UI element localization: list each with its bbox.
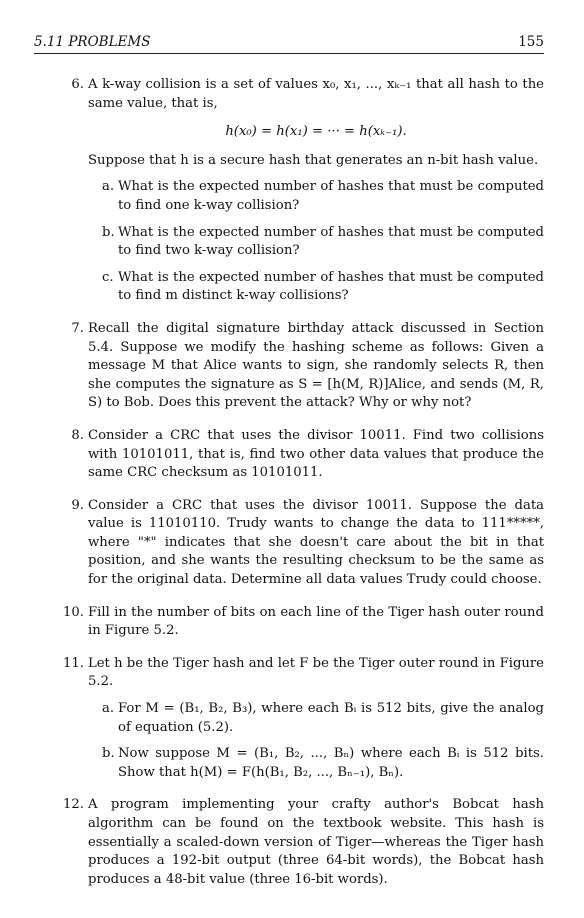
problem-number: 7.: [71, 320, 84, 336]
subpart-text: For M = (B₁, B₂, B₃), where each Bᵢ is 512 bits, give the analog of equation (5.2).: [118, 701, 544, 735]
running-header: [34, 34, 544, 54]
problem-number: 10.: [63, 604, 84, 620]
problem-8: [58, 427, 544, 483]
problem-number: 11.: [63, 655, 84, 671]
problem-10: [58, 604, 544, 641]
problem-11-intro: Let h be the Tiger hash and let F be the Tiger outer round in Figure 5.2.: [88, 655, 544, 690]
problem-text: Consider a CRC that uses the divisor 10011. Find two collisions with 10101011, that is, find two other data values that produce the same CRC checksum as 10101011.: [88, 427, 544, 481]
problem-text: Fill in the number of bits on each line of the Tiger hash outer round in Figure 5.2.: [88, 604, 544, 639]
subpart-text: What is the expected number of hashes that must be computed to find two k-way collision?: [118, 224, 544, 259]
subpart-label: b.: [102, 746, 115, 762]
problem-11: [58, 655, 544, 783]
problem-11b: [88, 745, 544, 782]
section-title: 5.11 PROBLEMS: [34, 34, 151, 50]
subpart-label: a.: [102, 179, 115, 195]
subpart-text: What is the expected number of hashes that must be computed to find one k-way collision?: [118, 179, 544, 213]
problem-6b: [88, 224, 544, 261]
problem-number: 6.: [71, 77, 84, 92]
problem-list: [58, 76, 544, 903]
equation: h(x₀) = h(x₁) = ··· = h(xₖ₋₁).: [225, 124, 407, 140]
problem-6: [58, 76, 544, 306]
problem-11a: [88, 700, 544, 737]
problem-number: 9.: [71, 497, 84, 513]
problem-6-intro: A k-way collision is a set of values x₀, x₁, ..., xₖ₋₁ that all hash to the same value, that is,: [88, 77, 544, 111]
problem-text: A program implementing your crafty author's Bobcat hash algorithm can be found on the textbook website. This hash is essentially a scaled-down version of Tiger—whereas the Tiger hash produces a 192-bit output (three 64-bit words), the Bobcat hash produces a 48-bit value (three 16-bit words).: [88, 797, 544, 887]
page-number: 155: [518, 34, 544, 50]
problem-7: [58, 320, 544, 413]
problem-text: Consider a CRC that uses the divisor 10011. Suppose the data value is 11010110. Trudy wants to change the data to 111*****, where "*" indicates that she doesn't care about the bit in that position, and she wants the resulting checksum to be the same as for the original data. Determine all data values Trudy could choose.: [88, 497, 544, 588]
subpart-label: c.: [102, 269, 114, 285]
problem-number: 12.: [63, 797, 84, 813]
subpart-text: Now suppose M = (B₁, B₂, ..., Bₙ) where each Bᵢ is 512 bits. Show that h(M) = F(h(B₁, B₂, ..., Bₙ₋₁), Bₙ).: [118, 746, 544, 780]
problem-12: [58, 796, 544, 889]
problem-6c: [88, 269, 544, 306]
problem-number: 8.: [71, 427, 84, 443]
subpart-label: b.: [102, 224, 115, 240]
subpart-label: a.: [102, 701, 115, 717]
subpart-text: What is the expected number of hashes that must be computed to find m distinct k-way collisions?: [118, 269, 544, 304]
problem-9: [58, 497, 544, 590]
problem-text: Recall the digital signature birthday attack discussed in Section 5.4. Suppose we modify the hashing scheme as follows: Given a message M that Alice wants to sign, she randomly selects R, then she computes the signature as S = [h(M, R)]Alice, and sends (M, R, S) to Bob. Does this prevent the attack? Why or why not?: [88, 320, 544, 411]
problem-6-statement: Suppose that h is a secure hash that generates an n-bit hash value.: [88, 152, 539, 168]
problem-6a: [88, 178, 544, 215]
